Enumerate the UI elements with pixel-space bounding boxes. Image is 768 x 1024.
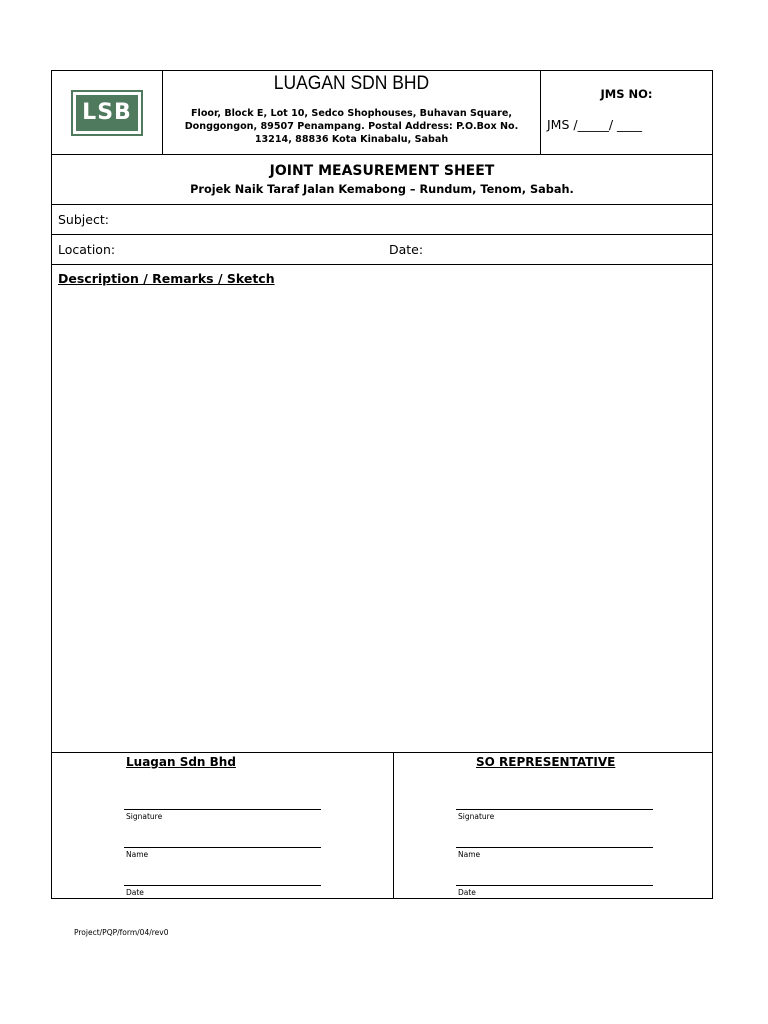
jms-number-label: JMS NO: (600, 87, 653, 101)
description-label: Description / Remarks / Sketch (58, 271, 275, 286)
contractor-date-line[interactable] (124, 885, 321, 886)
contractor-name-caption: Name (126, 850, 149, 859)
form-header (52, 71, 712, 155)
date-label: Date: (389, 242, 424, 257)
so-date-line[interactable] (456, 885, 653, 886)
contractor-signature-caption: Signature (126, 812, 163, 821)
contractor-signature-block (52, 753, 394, 898)
company-name: LUAGAN SDN BHD (273, 73, 430, 94)
contractor-heading: Luagan Sdn Bhd (126, 755, 236, 769)
contractor-date-caption: Date (126, 888, 144, 897)
form-reference-code: Project/PQP/form/04/rev0 (74, 928, 169, 937)
subject-label: Subject: (58, 212, 109, 227)
location-date-row (52, 235, 712, 265)
so-name-caption: Name (458, 850, 481, 859)
form-title-row (52, 155, 712, 205)
logo-cell (52, 71, 163, 154)
so-signature-caption: Signature (458, 812, 495, 821)
so-date-caption: Date (458, 888, 476, 897)
form-title: JOINT MEASUREMENT SHEET (269, 163, 495, 179)
so-signature-line[interactable] (456, 809, 653, 810)
logo-text: LSB (76, 95, 138, 131)
location-label: Location: (58, 242, 116, 257)
so-name-line[interactable] (456, 847, 653, 848)
jms-number-field[interactable]: JMS /_____/ ____ (547, 117, 643, 132)
subject-row[interactable] (52, 205, 712, 235)
company-info (163, 71, 541, 154)
contractor-name-line[interactable] (124, 847, 321, 848)
contractor-signature-line[interactable] (124, 809, 321, 810)
description-area[interactable] (52, 265, 712, 753)
company-logo (71, 90, 143, 136)
signature-section (52, 753, 712, 898)
so-representative-heading: SO REPRESENTATIVE (476, 755, 616, 769)
so-signature-block (394, 753, 712, 898)
project-name: Projek Naik Taraf Jalan Kemabong – Rundum, Tenom, Sabah. (190, 183, 574, 196)
jms-number-cell (541, 71, 712, 154)
measurement-sheet-form (51, 70, 713, 899)
company-address: Floor, Block E, Lot 10, Sedco Shophouses, Buhavan Square, Donggongon, 89507 Penampang. Postal Address: P.O.Box No. 13214, 88836 Kota Kinabalu, Sabah (184, 108, 519, 145)
